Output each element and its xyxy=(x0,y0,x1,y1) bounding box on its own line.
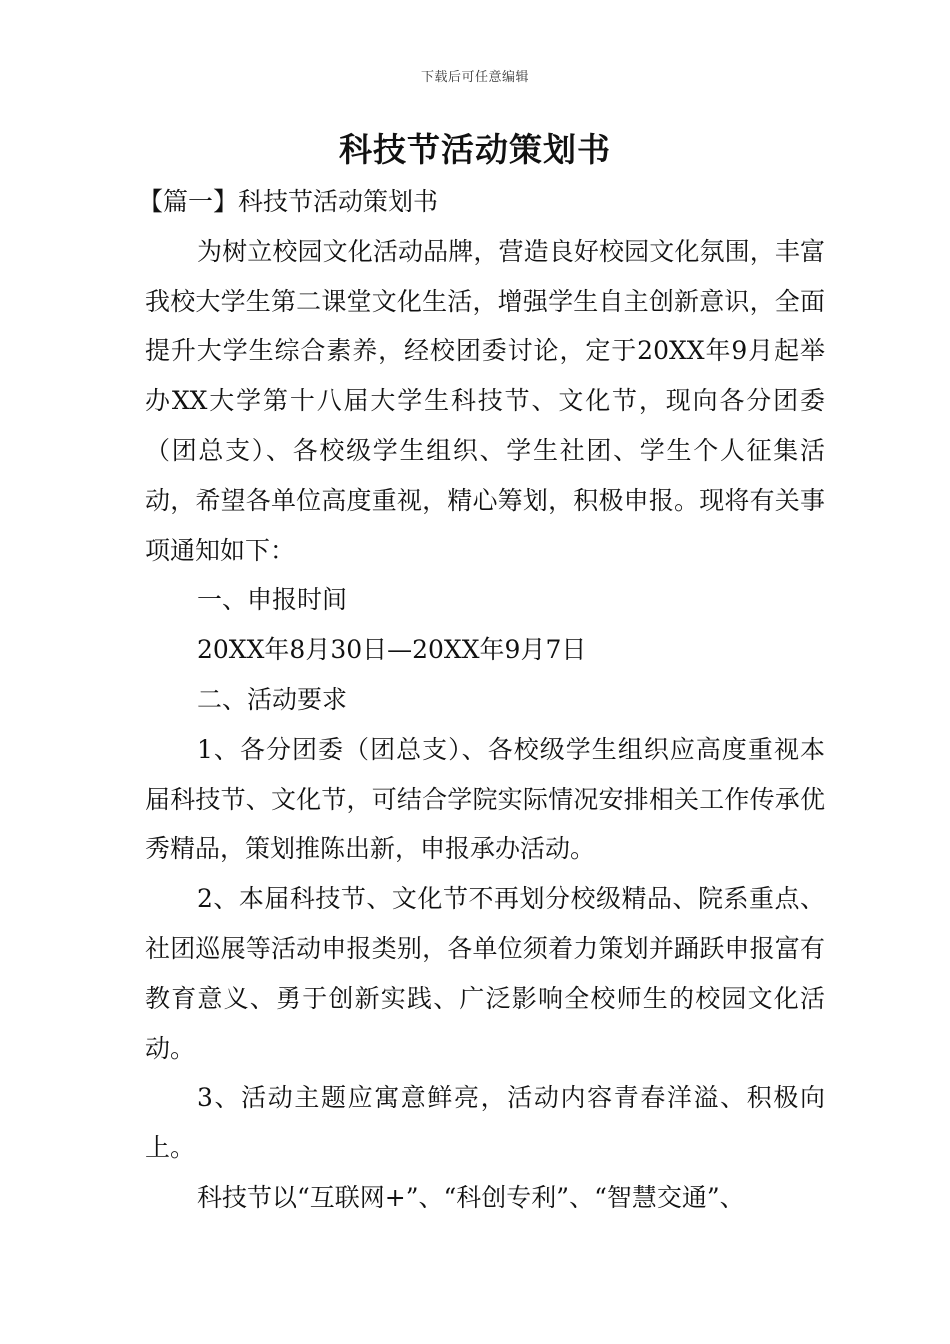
document-body xyxy=(138,177,825,1223)
tech-festival-themes: 科技节以“互联网+”、“科创专利”、“智慧交通”、 xyxy=(197,1182,745,1212)
header-note: 下载后可任意编辑 xyxy=(420,70,529,85)
date-range: 20XX年8月30日—20XX年9月7日 xyxy=(197,635,587,665)
requirement-1: 1、各分团委（团总支）、各校级学生组织应高度重视本届科技节、文化节，可结合学院实际情况安排相关工作传承优秀精品，策划推陈出新，申报承办活动。 xyxy=(145,734,825,864)
section-heading-requirements: 二、活动要求 xyxy=(197,684,348,714)
section-heading-time: 一、申报时间 xyxy=(197,585,348,615)
document-title: 科技节活动策划书 xyxy=(339,130,611,169)
requirement-3: 3、活动主题应寓意鲜亮，活动内容青春洋溢、积极向上。 xyxy=(145,1083,825,1163)
requirement-2: 2、本届科技节、文化节不再划分校级精品、院系重点、社团巡展等活动申报类别，各单位须着力策划并踊跃申报富有教育意义、勇于创新实践、广泛影响全校师生的校园文化活动。 xyxy=(145,884,825,1063)
intro-paragraph: 为树立校园文化活动品牌，营造良好校园文化氛围，丰富我校大学生第二课堂文化生活，增强学生自主创新意识，全面提升大学生综合素养，经校团委讨论，定于20XX年9月起举办XX大学第十八届大学生科技节、文化节，现向各分团委（团总支）、各校级学生组织、学生社团、学生个人征集活动，希望各单位高度重视，精心筹划，积极申报。现将有关事项通知如下： xyxy=(145,236,825,565)
section-subtitle: 【篇一】科技节活动策划书 xyxy=(138,187,439,216)
